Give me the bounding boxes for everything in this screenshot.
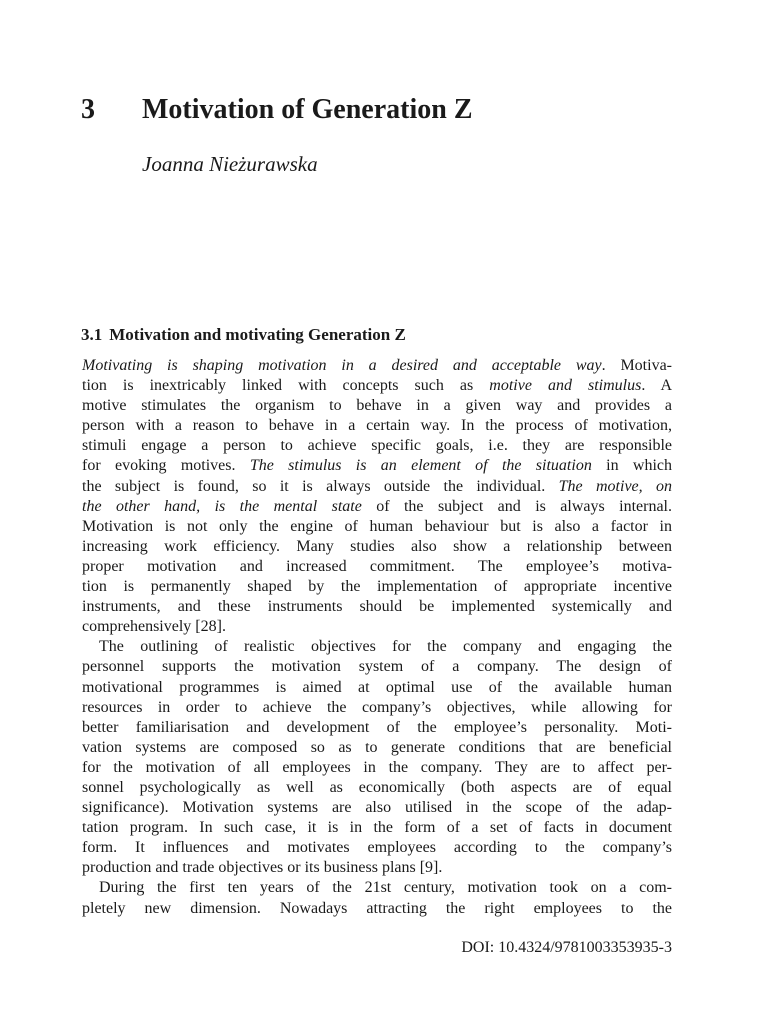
- text-line: person with a reason to behave in a certain way. In the process of motivation,: [82, 417, 672, 435]
- text-line: for the motivation of all employees in the company. They are to affect per-: [82, 758, 672, 776]
- text-line: sonnel psychologically as well as economically (both aspects are of equal: [82, 778, 672, 796]
- text-line: tion is inextricably linked with concepts such as motive and stimulus. A: [82, 377, 673, 395]
- text-line: During the first ten years of the 21st century, motivation took on a com-: [99, 879, 672, 897]
- text-line: form. It influences and motivates employees according to the company’s: [82, 839, 672, 857]
- italic-run: motive and stimulus: [489, 377, 642, 395]
- section-title: Motivation and motivating Generation Z: [109, 325, 406, 344]
- text-line: instruments, and these instruments should be implemented systemically and: [82, 598, 672, 616]
- section-heading: [81, 323, 406, 347]
- text-line: increasing work efficiency. Many studies also show a relationship between: [82, 537, 672, 555]
- chapter-heading: [81, 90, 473, 130]
- chapter-author: Joanna Nieżurawska: [142, 152, 318, 176]
- text-line: vation systems are composed so as to generate conditions that are beneficial: [82, 738, 672, 756]
- text-line: proper motivation and increased commitment. The employee’s motiva-: [82, 557, 672, 575]
- text-line: for evoking motives. The stimulus is an element of the situation in which: [82, 457, 673, 475]
- body-text: [82, 356, 672, 919]
- italic-run: the other hand, is the mental state: [82, 497, 362, 515]
- chapter-title: Motivation of Generation Z: [142, 94, 473, 125]
- text-line: Motivation is not only the engine of human behaviour but is also a factor in: [82, 517, 672, 535]
- text-line: motive stimulates the organism to behave in a given way and provides a: [82, 397, 672, 415]
- text-line: pletely new dimension. Nowadays attracting the right employees to the: [82, 899, 672, 917]
- text-line: production and trade objectives or its business plans [9].: [82, 859, 443, 877]
- doi-footer: DOI: 10.4324/9781003353935-3: [461, 939, 672, 956]
- text-line: tion is permanently shaped by the implementation of appropriate incentive: [82, 578, 672, 596]
- text-line: motivational programmes is aimed at optimal use of the available human: [82, 678, 672, 696]
- text-line: comprehensively [28].: [82, 618, 226, 636]
- text-line: personnel supports the motivation system of a company. The design of: [82, 658, 672, 676]
- text-line: the subject is found, so it is always outside the individual. The motive, on: [82, 477, 672, 495]
- italic-run: The motive, on: [558, 477, 672, 495]
- text-line: better familiarisation and development of the employee’s personality. Moti-: [82, 718, 672, 736]
- text-line: tation program. In such case, it is in the form of a set of facts in document: [82, 819, 672, 837]
- text-line: Motivating is shaping motivation in a desired and acceptable way. Motiva-: [82, 357, 672, 374]
- text-line: resources in order to achieve the company’s objectives, while allowing for: [82, 698, 672, 716]
- text-line: the other hand, is the mental state of the subject and is always internal.: [82, 497, 672, 515]
- text-line: The outlining of realistic objectives for the company and engaging the: [99, 638, 672, 656]
- italic-run: The stimulus is an element of the situation: [249, 457, 592, 475]
- text-line: stimuli engage a person to achieve specific goals, i.e. they are responsible: [82, 437, 672, 455]
- section-number: 3.1: [81, 325, 103, 344]
- text-line: significance). Motivation systems are also utilised in the scope of the adap-: [82, 799, 672, 817]
- italic-run: Motivating is shaping motivation in a desired and acceptable way: [82, 357, 602, 374]
- chapter-number: 3: [81, 94, 95, 125]
